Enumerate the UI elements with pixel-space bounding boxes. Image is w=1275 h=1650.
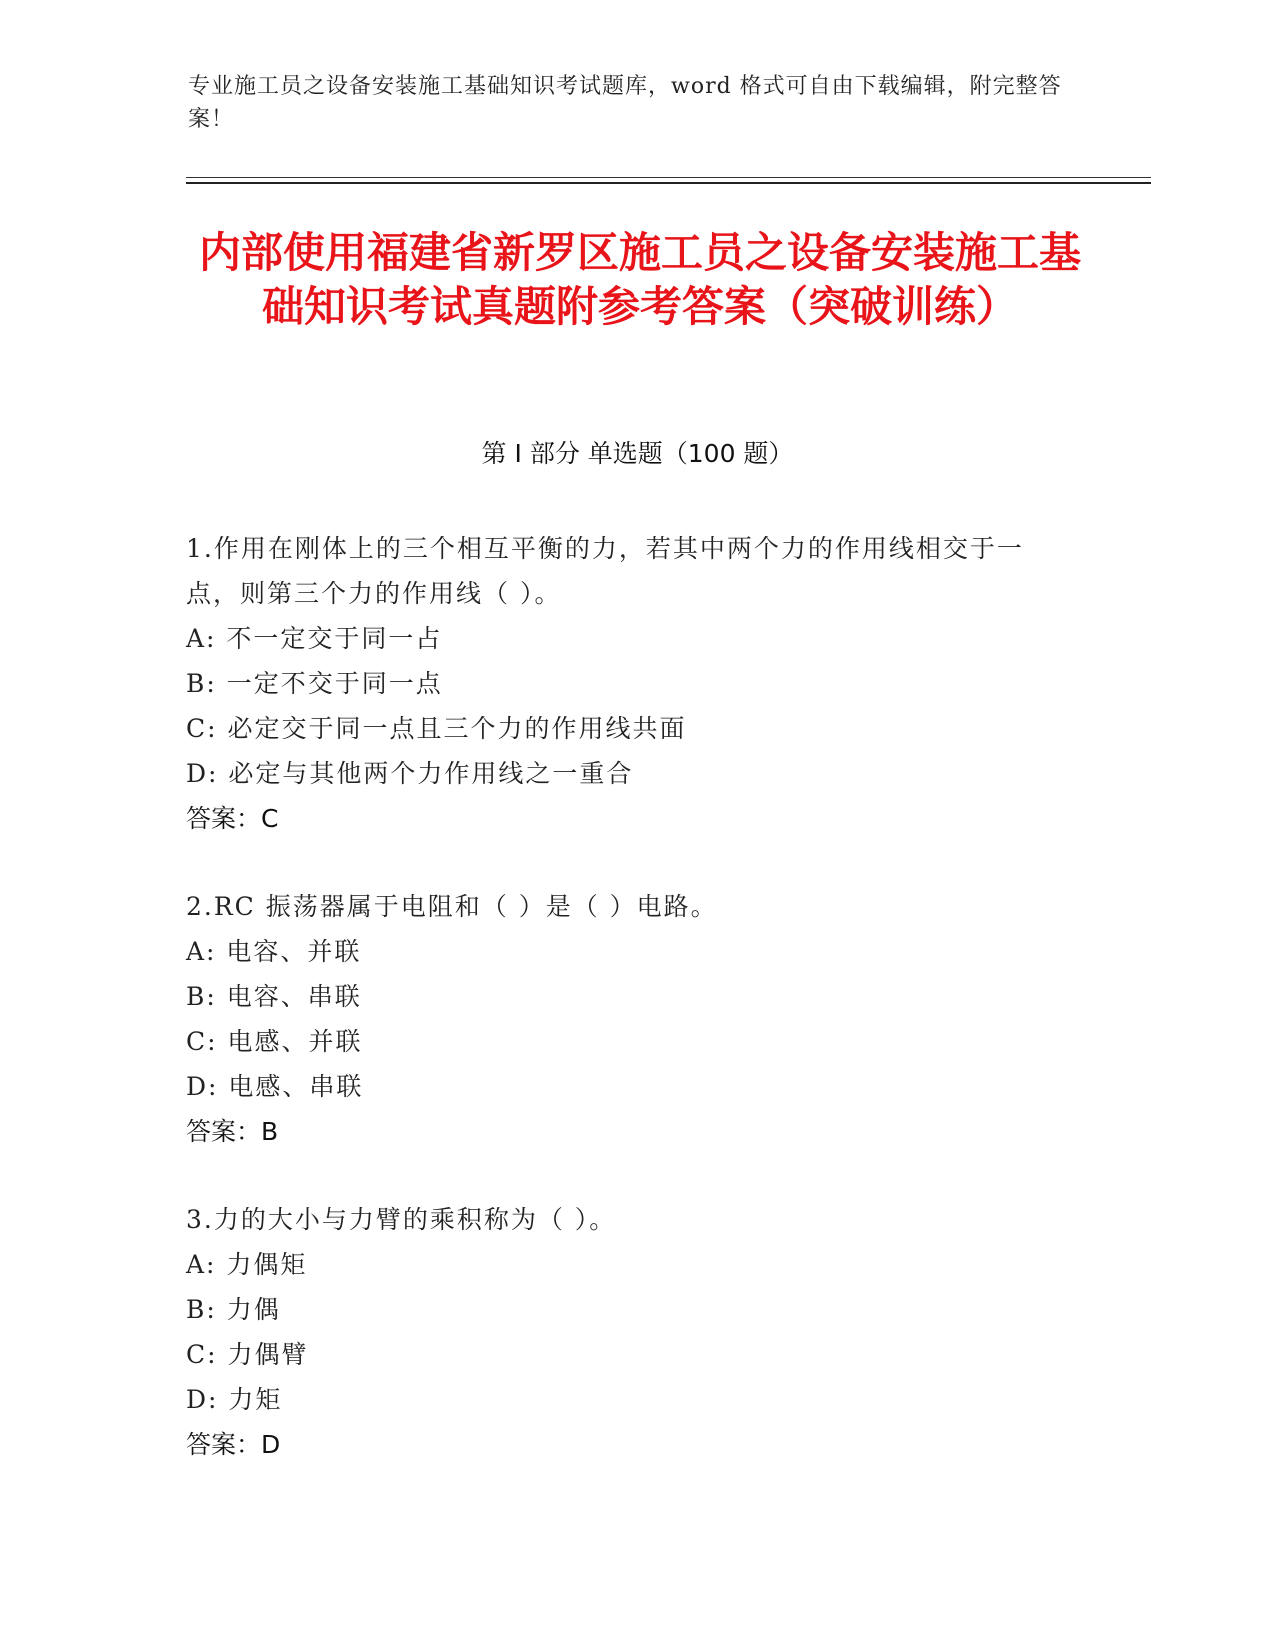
question-text: 2.RC 振荡器属于电阻和（ ）是（ ）电路。 — [186, 892, 718, 921]
question-text: 1.作用在刚体上的三个相互平衡的力，若其中两个力的作用线相交于一点，则第三个力的作用线（ ）。 — [186, 534, 1024, 608]
option-b: B: 力偶 — [186, 1295, 281, 1324]
option-a: A: 力偶矩 — [186, 1250, 308, 1279]
option-d: D: 力矩 — [186, 1385, 283, 1414]
question-3 — [186, 1197, 1066, 1468]
option-c: C: 必定交于同一点且三个力的作用线共面 — [186, 714, 687, 743]
option-a: A: 不一定交于同一占 — [186, 624, 443, 653]
section-title: 第 I 部分 单选题（100 题） — [481, 439, 794, 468]
header-divider-thick — [186, 182, 1151, 184]
question-2 — [186, 884, 1066, 1155]
option-c: C: 力偶臂 — [186, 1340, 309, 1369]
question-1 — [186, 526, 1066, 842]
answer: 答案：C — [186, 804, 279, 833]
option-b: B: 一定不交于同一点 — [186, 669, 443, 698]
option-c: C: 电感、并联 — [186, 1027, 363, 1056]
question-text: 3.力的大小与力臂的乘积称为（ ）。 — [186, 1205, 617, 1234]
document-title: 内部使用福建省新罗区施工员之设备安装施工基础知识考试真题附参考答案（突破训练） — [198, 228, 1081, 331]
option-b: B: 电容、串联 — [186, 982, 362, 1011]
option-d: D: 必定与其他两个力作用线之一重合 — [186, 759, 634, 788]
header-divider-thin — [186, 177, 1151, 178]
answer: 答案：D — [186, 1430, 281, 1459]
answer: 答案：B — [186, 1117, 279, 1146]
option-d: D: 电感、串联 — [186, 1072, 364, 1101]
question-list — [186, 526, 1066, 1510]
option-a: A: 电容、并联 — [186, 937, 362, 966]
header-note: 专业施工员之设备安装施工基础知识考试题库，word 格式可自由下载编辑，附完整答案！ — [188, 74, 1062, 132]
